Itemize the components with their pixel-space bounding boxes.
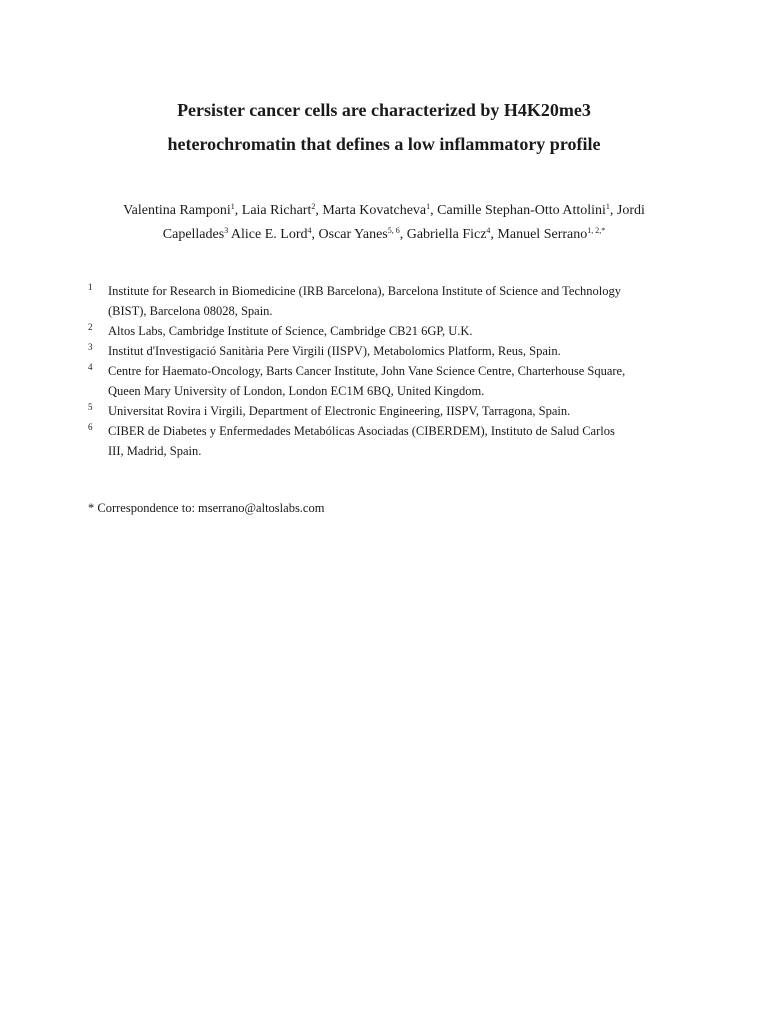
author-affiliation-marker: 3 <box>224 226 229 235</box>
affiliation-number: 4 <box>88 362 93 372</box>
author-affiliation-marker: 4 <box>307 226 312 235</box>
affiliation-item <box>88 421 688 461</box>
author-affiliation-marker: 1 <box>605 202 610 211</box>
affiliation-text: Altos Labs, Cambridge Institute of Science, Cambridge CB21 6GP, U.K. <box>108 324 473 338</box>
affiliation-number: 6 <box>88 422 93 432</box>
affiliation-number: 3 <box>88 342 93 352</box>
author-affiliation-marker: 4 <box>486 226 491 235</box>
author-separator: , <box>315 203 323 218</box>
affiliation-item <box>88 361 688 401</box>
author-affiliation-marker: 1 <box>230 202 235 211</box>
author-name: Camille Stephan-Otto Attolini <box>437 203 606 218</box>
affiliation-item <box>88 401 688 421</box>
paper-title <box>0 93 768 161</box>
author-line-2 <box>60 223 708 247</box>
author-name: Gabriella Ficz <box>406 227 487 242</box>
affiliation-text: Queen Mary University of London, London EC1M 6BQ, United Kingdom. <box>108 384 485 398</box>
affiliation-text: CIBER de Diabetes y Enfermedades Metabólicas Asociadas (CIBERDEM), Instituto de Salud Carlos <box>108 424 615 438</box>
author-affiliation-marker: 5, 6 <box>387 226 400 235</box>
author-affiliation-marker: 1 <box>426 202 431 211</box>
affiliation-text: Institut d'Investigació Sanitària Pere Virgili (IISPV), Metabolomics Platform, Reus, Spain. <box>108 344 561 358</box>
author-name: Oscar Yanes <box>318 227 388 242</box>
author-name: Marta Kovatcheva <box>322 203 427 218</box>
author-affiliation-marker: 2 <box>311 202 316 211</box>
author-name-part: Jordi <box>616 203 645 218</box>
author-separator: , <box>430 203 438 218</box>
affiliation-text: Institute for Research in Biomedicine (IRB Barcelona), Barcelona Institute of Science and Technology <box>108 284 621 298</box>
affiliation-item <box>88 341 688 361</box>
affiliation-text: Centre for Haemato-Oncology, Barts Cancer Institute, John Vane Science Centre, Charterhouse Square, <box>108 364 626 378</box>
affiliation-item <box>88 321 688 341</box>
author-name: Alice E. Lord <box>230 227 308 242</box>
author-list <box>60 199 708 247</box>
author-separator: , <box>234 203 242 218</box>
author-name: Manuel Serrano <box>497 227 588 242</box>
author-separator: , <box>609 203 617 218</box>
author-name-part: Capellades <box>162 227 225 242</box>
affiliation-number: 1 <box>88 282 93 292</box>
affiliation-list <box>88 281 688 461</box>
title-line-2: heterochromatin that defines a low inflammatory profile <box>167 134 601 154</box>
author-line-1 <box>60 199 708 223</box>
author-name: Valentina Ramponi <box>123 203 231 218</box>
author-separator: , <box>399 227 407 242</box>
author-separator: , <box>490 227 498 242</box>
title-line-1: Persister cancer cells are characterized by H4K20me3 <box>177 100 591 120</box>
affiliation-number: 2 <box>88 322 93 332</box>
affiliation-text: Universitat Rovira i Virgili, Department of Electronic Engineering, IISPV, Tarragona, Spain. <box>108 404 571 418</box>
correspondence-note: * Correspondence to: mserrano@altoslabs.com <box>88 501 325 515</box>
author-name: Laia Richart <box>241 203 312 218</box>
affiliation-item <box>88 281 688 321</box>
affiliation-text: (BIST), Barcelona 08028, Spain. <box>108 304 273 318</box>
author-separator: , <box>311 227 319 242</box>
affiliation-number: 5 <box>88 402 93 412</box>
affiliation-text: III, Madrid, Spain. <box>108 444 202 458</box>
author-affiliation-marker: 1, 2,* <box>587 226 606 235</box>
